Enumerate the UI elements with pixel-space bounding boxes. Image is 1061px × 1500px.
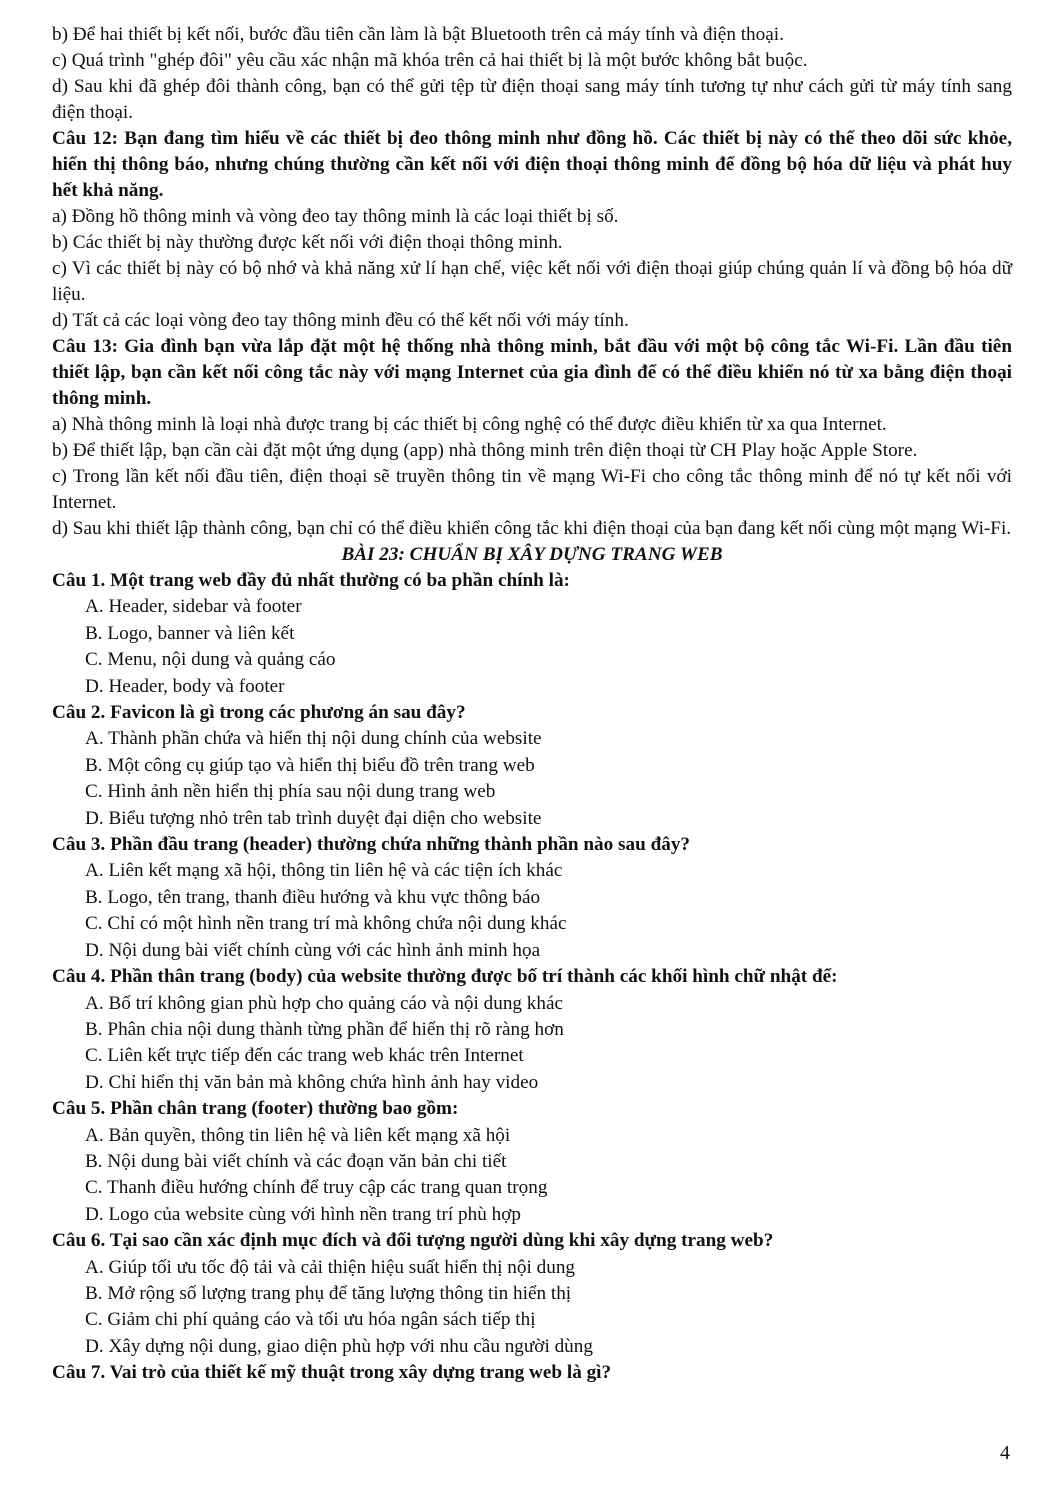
statement: d) Tất cả các loại vòng đeo tay thông minh đều có thể kết nối với máy tính. (52, 310, 629, 331)
mcq-option: B. Một công cụ giúp tạo và hiển thị biểu đồ trên trang web (85, 754, 535, 776)
mcq-option: A. Bản quyền, thông tin liên hệ và liên kết mạng xã hội (85, 1124, 511, 1146)
paragraph: b) Để hai thiết bị kết nối, bước đầu tiên cần làm là bật Bluetooth trên cả máy tính và điện thoại. (52, 24, 784, 45)
mcq-option: D. Header, body và footer (85, 675, 285, 697)
mcq-option: A. Thành phần chứa và hiển thị nội dung chính của website (85, 728, 542, 750)
statement: b) Để thiết lập, bạn cần cài đặt một ứng dụng (app) nhà thông minh trên điện thoại từ CH Play hoặc Apple Store. (52, 440, 918, 461)
paragraph: c) Quá trình "ghép đôi" yêu cầu xác nhận mã khóa trên cả hai thiết bị là một bước không bắt buộc. (52, 50, 808, 71)
mcq-option: A. Giúp tối ưu tốc độ tải và cải thiện hiệu suất hiển thị nội dung (85, 1256, 576, 1278)
question-12: Câu 12: Bạn đang tìm hiểu về các thiết bị đeo thông minh như đồng hồ. Các thiết bị này có thể theo dõi sức khỏe, hiển thị thông báo, nhưng chúng thường cần kết nối với điện thoại thông minh để đồng bộ hóa dữ liệu và phát huy hết khả năng. (52, 128, 1012, 201)
mcq-question: Câu 6. Tại sao cần xác định mục đích và đối tượng người dùng khi xây dựng trang web? (52, 1230, 774, 1252)
mcq-option: B. Logo, banner và liên kết (85, 622, 295, 644)
mcq-option: B. Logo, tên trang, thanh điều hướng và khu vực thông báo (85, 886, 541, 908)
mcq-option: C. Hình ảnh nền hiển thị phía sau nội dung trang web (85, 781, 496, 803)
mcq-option: D. Xây dựng nội dung, giao diện phù hợp với nhu cầu người dùng (85, 1335, 593, 1357)
mcq-list (52, 568, 1012, 1387)
mcq-option: A. Liên kết mạng xã hội, thông tin liên hệ và các tiện ích khác (85, 860, 563, 882)
mcq-question: Câu 4. Phần thân trang (body) của website thường được bố trí thành các khối hình chữ nhật để: (52, 966, 838, 988)
statement: c) Vì các thiết bị này có bộ nhớ và khả năng xử lí hạn chế, việc kết nối với điện thoại giúp chúng quản lí và đồng bộ hóa dữ liệu. (52, 258, 1012, 305)
mcq-option: C. Menu, nội dung và quảng cáo (85, 649, 336, 671)
statement: a) Nhà thông minh là loại nhà được trang bị các thiết bị công nghệ có thể được điều khiển từ xa qua Internet. (52, 414, 887, 435)
mcq-option: D. Nội dung bài viết chính cùng với các hình ảnh minh họa (85, 939, 541, 961)
page-number: 4 (1000, 1442, 1010, 1464)
statement: a) Đồng hồ thông minh và vòng đeo tay thông minh là các loại thiết bị số. (52, 206, 619, 227)
mcq-option: C. Liên kết trực tiếp đến các trang web khác trên Internet (85, 1045, 524, 1067)
lesson-title: BÀI 23: CHUẨN BỊ XÂY DỰNG TRANG WEB (341, 544, 723, 565)
statement: c) Trong lần kết nối đầu tiên, điện thoại sẽ truyền thông tin về mạng Wi-Fi cho công tắc thông minh để nó tự kết nối với Internet. (52, 466, 1012, 513)
mcq-option: A. Header, sidebar và footer (85, 596, 302, 618)
mcq-option: B. Phân chia nội dung thành từng phần để hiển thị rõ ràng hơn (85, 1018, 564, 1040)
question-13: Câu 13: Gia đình bạn vừa lắp đặt một hệ thống nhà thông minh, bắt đầu với một bộ công tắc Wi-Fi. Lần đầu tiên thiết lập, bạn cần kết nối công tắc này với mạng Internet của gia đình để có thể điều khiển nó từ xa bằng điện thoại thông minh. (52, 336, 1012, 409)
mcq-option: A. Bố trí không gian phù hợp cho quảng cáo và nội dung khác (85, 992, 564, 1014)
statement: b) Các thiết bị này thường được kết nối với điện thoại thông minh. (52, 232, 563, 253)
paragraph: d) Sau khi đã ghép đôi thành công, bạn có thể gửi tệp từ điện thoại sang máy tính tương tự như cách gửi từ máy tính sang điện thoại. (52, 76, 1012, 123)
mcq-question: Câu 5. Phần chân trang (footer) thường bao gồm: (52, 1098, 459, 1120)
mcq-question: Câu 1. Một trang web đầy đủ nhất thường có ba phần chính là: (52, 570, 570, 591)
statement: d) Sau khi thiết lập thành công, bạn chỉ có thể điều khiển công tắc khi điện thoại của bạn đang kết nối cùng một mạng Wi-Fi. (52, 518, 1012, 539)
mcq-question: Câu 3. Phần đầu trang (header) thường chứa những thành phần nào sau đây? (52, 834, 691, 856)
mcq-option: C. Chỉ có một hình nền trang trí mà không chứa nội dung khác (85, 913, 567, 935)
mcq-option: C. Thanh điều hướng chính để truy cập các trang quan trọng (85, 1177, 548, 1199)
mcq-option: B. Nội dung bài viết chính và các đoạn văn bản chi tiết (85, 1150, 507, 1172)
mcq-option: C. Giảm chi phí quảng cáo và tối ưu hóa ngân sách tiếp thị (85, 1309, 536, 1331)
mcq-question: Câu 2. Favicon là gì trong các phương án sau đây? (52, 702, 466, 724)
mcq-option: D. Chỉ hiển thị văn bản mà không chứa hình ảnh hay video (85, 1071, 539, 1093)
mcq-option: B. Mở rộng số lượng trang phụ để tăng lượng thông tin hiển thị (85, 1282, 572, 1304)
mcq-question: Câu 7. Vai trò của thiết kế mỹ thuật trong xây dựng trang web là gì? (52, 1362, 612, 1384)
document-page (52, 22, 1012, 1387)
mcq-option: D. Logo của website cùng với hình nền trang trí phù hợp (85, 1203, 521, 1225)
mcq-option: D. Biểu tượng nhỏ trên tab trình duyệt đại diện cho website (85, 807, 542, 829)
